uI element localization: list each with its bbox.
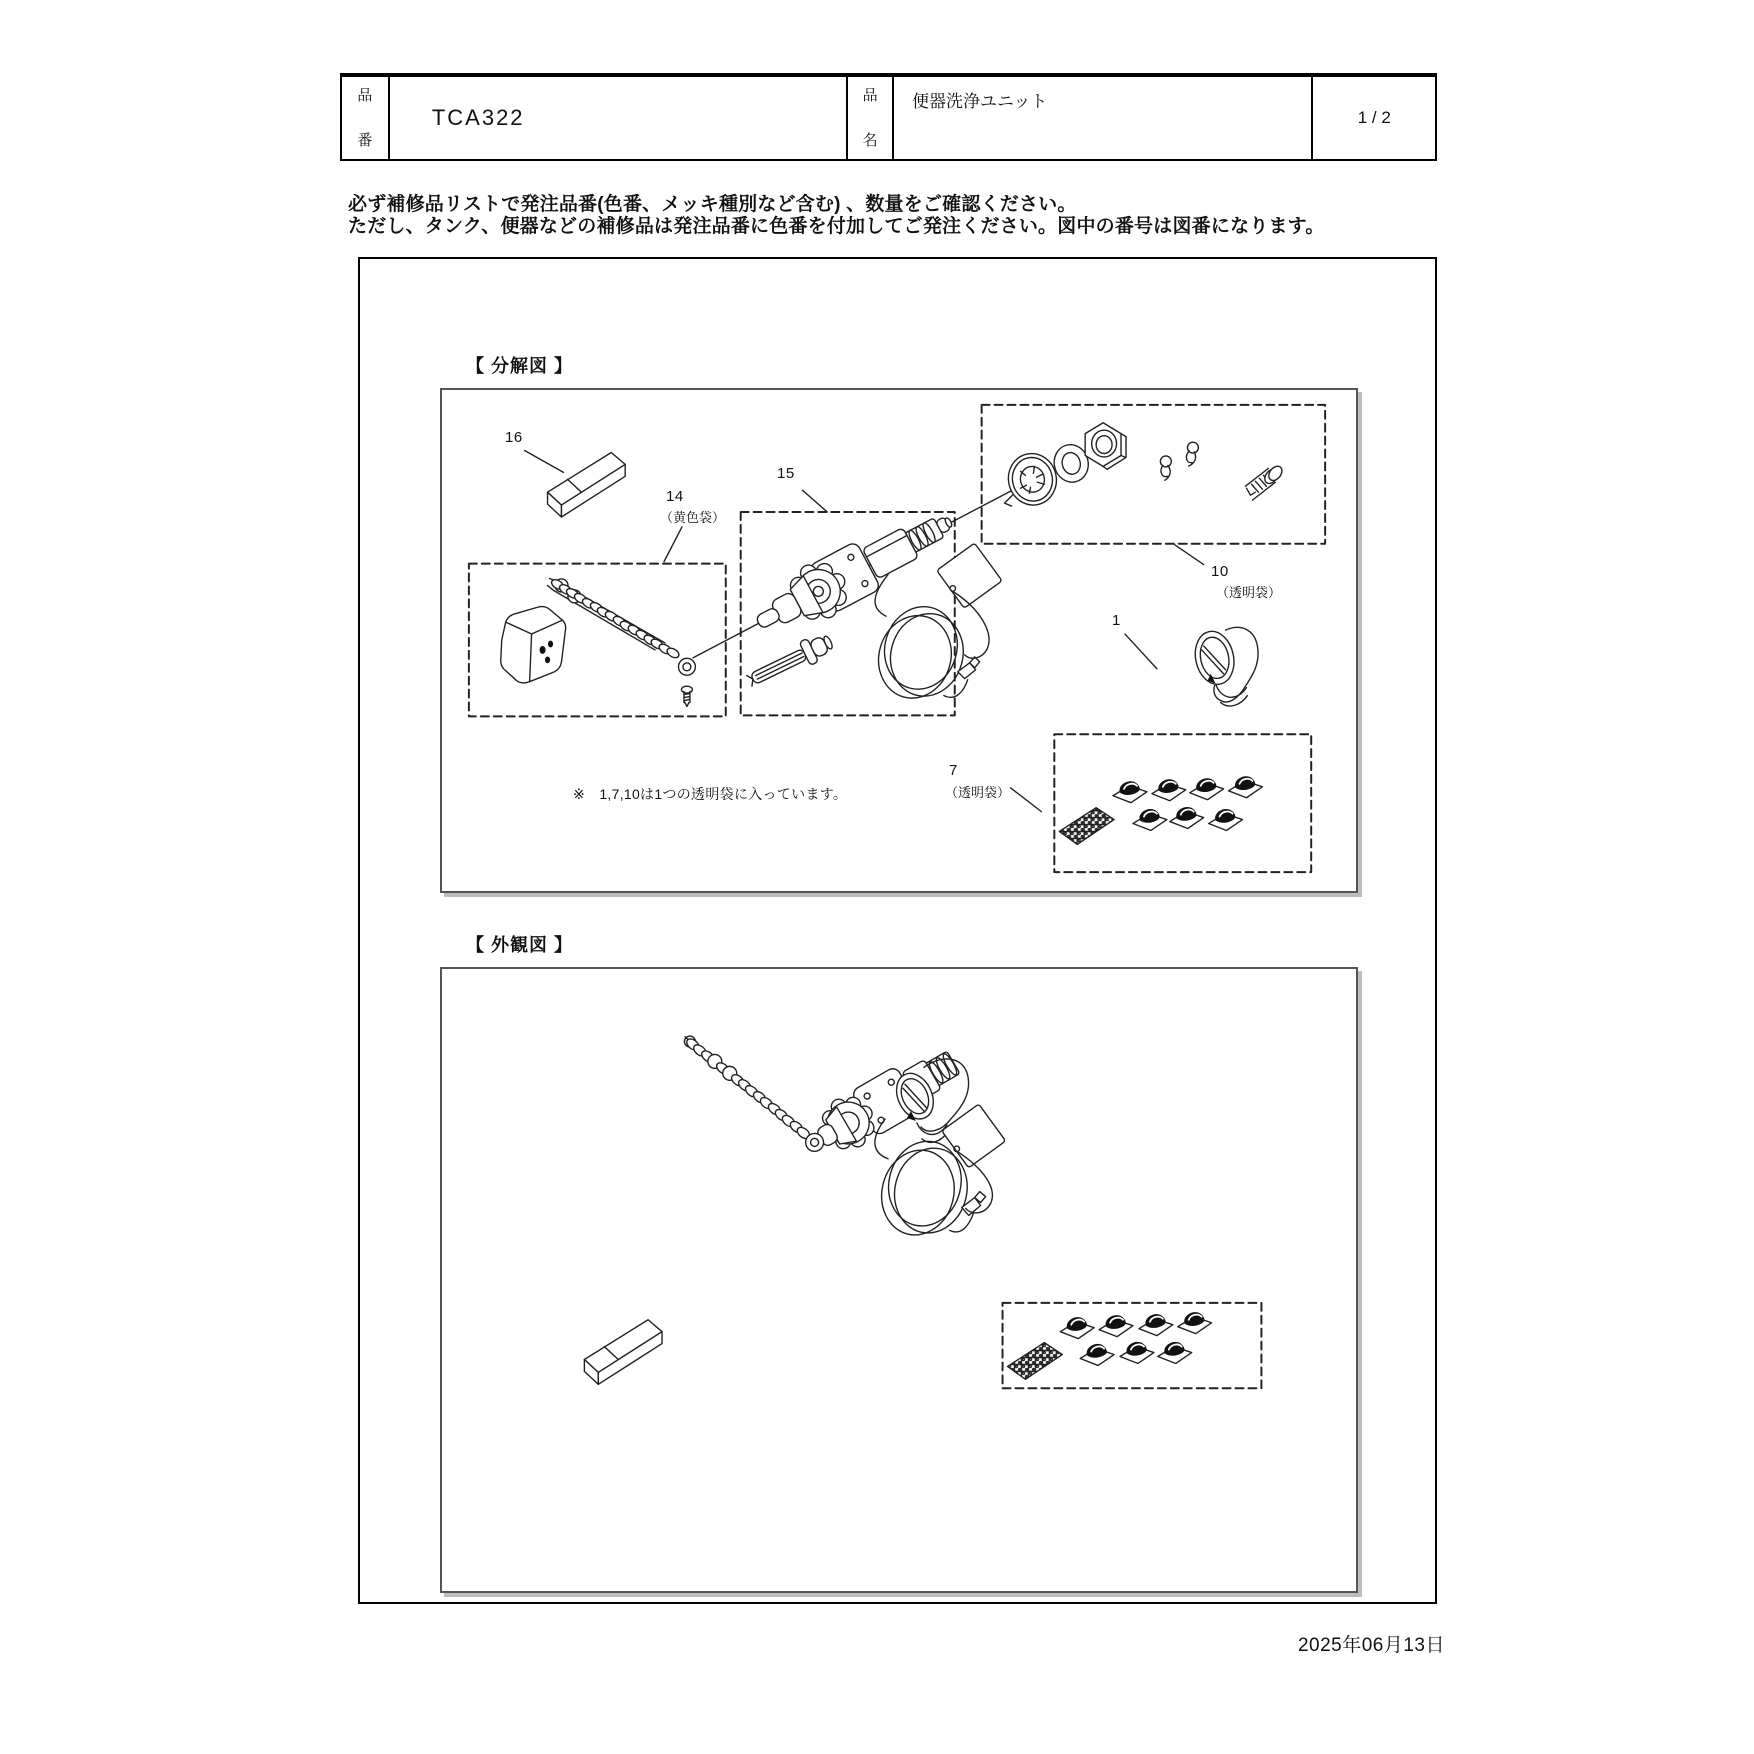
- callout-10-bag: （透明袋）: [1216, 585, 1282, 600]
- part-number-value: TCA322: [388, 77, 846, 159]
- outline-bar: [584, 1320, 662, 1385]
- part-16-bar: [548, 453, 626, 517]
- callout-1: 1: [1112, 612, 1121, 629]
- callout-15: 15: [777, 465, 795, 482]
- part-number-label-char2: 番: [357, 132, 373, 149]
- abrasive-pad: [1008, 1343, 1063, 1380]
- exploded-view-title: 【 分解図 】: [466, 356, 574, 376]
- exploded-view-box: [440, 388, 1358, 893]
- tag: [942, 1104, 1006, 1168]
- hex-nut: [1085, 423, 1121, 467]
- hook-pin: [1160, 456, 1171, 480]
- abrasive-pad: [1059, 808, 1114, 845]
- screw: [1245, 464, 1284, 500]
- callout-16: 16: [505, 429, 523, 446]
- callout-7: 7: [949, 762, 958, 779]
- outline-view-box: [440, 967, 1358, 1593]
- part-number-label-char1: 品: [357, 87, 373, 104]
- part-14-float-chain: [501, 578, 696, 707]
- order-notice-line2: ただし、タンク、便器などの補修品は発注品番に色番を付加してご発注ください。図中の番号は図番になります。: [348, 216, 1325, 237]
- hook-pin: [1184, 441, 1199, 467]
- bag-7-outline: [1054, 734, 1311, 872]
- exploded-note: ※ 1,7,10は1つの透明袋に入っています。: [573, 786, 848, 802]
- part-15-valve-unit: [744, 496, 1002, 707]
- callout-14-bag: （黄色袋）: [660, 510, 726, 525]
- order-notice: [348, 194, 1325, 238]
- part-name-label-char2: 名: [862, 132, 878, 149]
- callout-14: 14: [666, 488, 684, 505]
- part-10-fasteners: [1004, 423, 1285, 510]
- tag: [937, 543, 1002, 608]
- callout-7-bag: （透明袋）: [945, 785, 1011, 800]
- outline-clip-set: [1003, 1303, 1262, 1388]
- part-number-label: [342, 77, 388, 159]
- callout-10: 10: [1211, 563, 1229, 580]
- page-indicator: 1 / 2: [1311, 77, 1435, 159]
- part-name-value: 便器洗浄ユニット: [892, 77, 1311, 159]
- part-name-label-char1: 品: [862, 87, 878, 104]
- assembled-unit-chain: [684, 1036, 811, 1141]
- outline-view-title: 【 外観図 】: [466, 935, 574, 955]
- title-block: [340, 73, 1437, 161]
- order-notice-line1: 必ず補修品リストで発注品番(色番、メッキ種別など含む) 、数量をご確認ください。: [348, 194, 1077, 215]
- part-7-clip-set: [1059, 776, 1262, 844]
- revision-date: 2025年06月13日: [1297, 1635, 1445, 1656]
- part-15-shaft: [744, 630, 837, 693]
- outline-diagram-art: [442, 969, 1356, 1591]
- part-name-label: [846, 77, 892, 159]
- exploded-diagram-art: [442, 390, 1356, 891]
- part-1-handle: [1191, 627, 1259, 706]
